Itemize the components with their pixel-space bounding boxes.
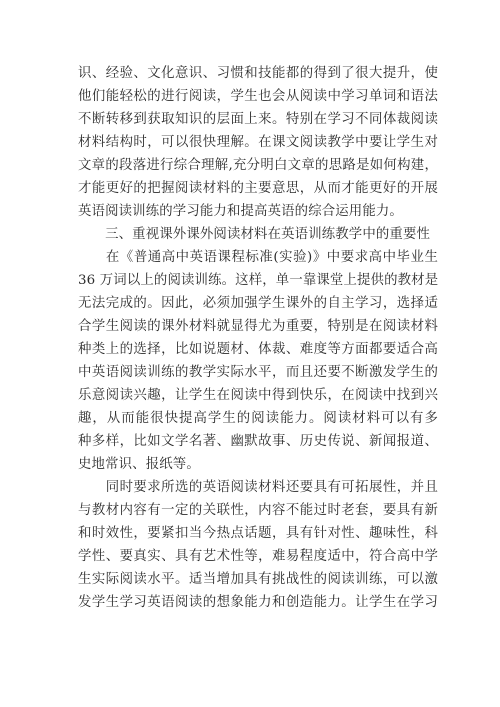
text-line: 种多样，比如文学名著、幽默故事、历史传说、新闻报道、 (78, 434, 438, 449)
text-line: 和时效性，要紧扣当今热点话题，具有针对性、趣味性，科 (78, 526, 438, 541)
text-line: 无法完成的。因此，必须加强学生课外的自主学习，选择适 (78, 296, 438, 311)
text-line: 才能更好的把握阅读材料的主要意思，从而才能更好的开展 (78, 181, 438, 196)
text-line: 英语阅读训练的学习能力和提高英语的综合运用能力。 (78, 204, 403, 219)
text-line: 识、经验、文化意识、习惯和技能都的得到了很大提升，使 (78, 66, 438, 81)
text-line: 种类上的选择，比如说题材、体裁、难度等方面都要适合高 (78, 342, 438, 357)
text-line: 不断转移到获取知识的层面上来。特别在学习不同体裁阅读 (78, 112, 438, 127)
text-line: 与教材内容有一定的关联性，内容不能过时老套，要具有新 (78, 503, 438, 518)
text-line: 趣，从而能很快提高学生的阅读能力。阅读材料可以有多 (78, 411, 438, 426)
text-line: 合学生阅读的课外材料就显得尤为重要，特别是在阅读材料 (78, 319, 438, 334)
text-line: 在《普通高中英语课程标准(实验)》中要求高中毕业生 (78, 250, 438, 265)
text-line: 中英语阅读训练的教学实际水平，而且还要不断激发学生的 (78, 365, 438, 380)
text-line: 生实际阅读水平。适当增加具有挑战性的阅读训练，可以激 (78, 572, 438, 587)
text-line: 学性、要真实、具有艺术性等，难易程度适中，符合高中学 (78, 549, 438, 564)
section-heading: 三、重视课外课外阅读材料在英语训练教学中的重要性 (78, 227, 431, 242)
text-line: 史地常识、报纸等。 (78, 457, 200, 472)
text-line: 发学生学习英语阅读的想象能力和创造能力。让学生在学习 (78, 595, 438, 610)
text-line: 材料结构时，可以很快理解。在课文阅读教学中要让学生对 (78, 135, 438, 150)
text-line: 文章的段落进行综合理解,充分明白文章的思路是如何构建， (78, 158, 438, 173)
text-line: 乐意阅读兴趣，让学生在阅读中得到快乐，在阅读中找到兴 (78, 388, 438, 403)
text-line: 他们能轻松的进行阅读，学生也会从阅读中学习单词和语法 (78, 89, 438, 104)
body-text (78, 62, 438, 614)
text-line: 同时要求所选的英语阅读材料还要具有可拓展性，并且 (78, 480, 438, 495)
text-line: 36 万词以上的阅读训练。这样，单一靠课堂上提供的教材是 (78, 273, 439, 288)
